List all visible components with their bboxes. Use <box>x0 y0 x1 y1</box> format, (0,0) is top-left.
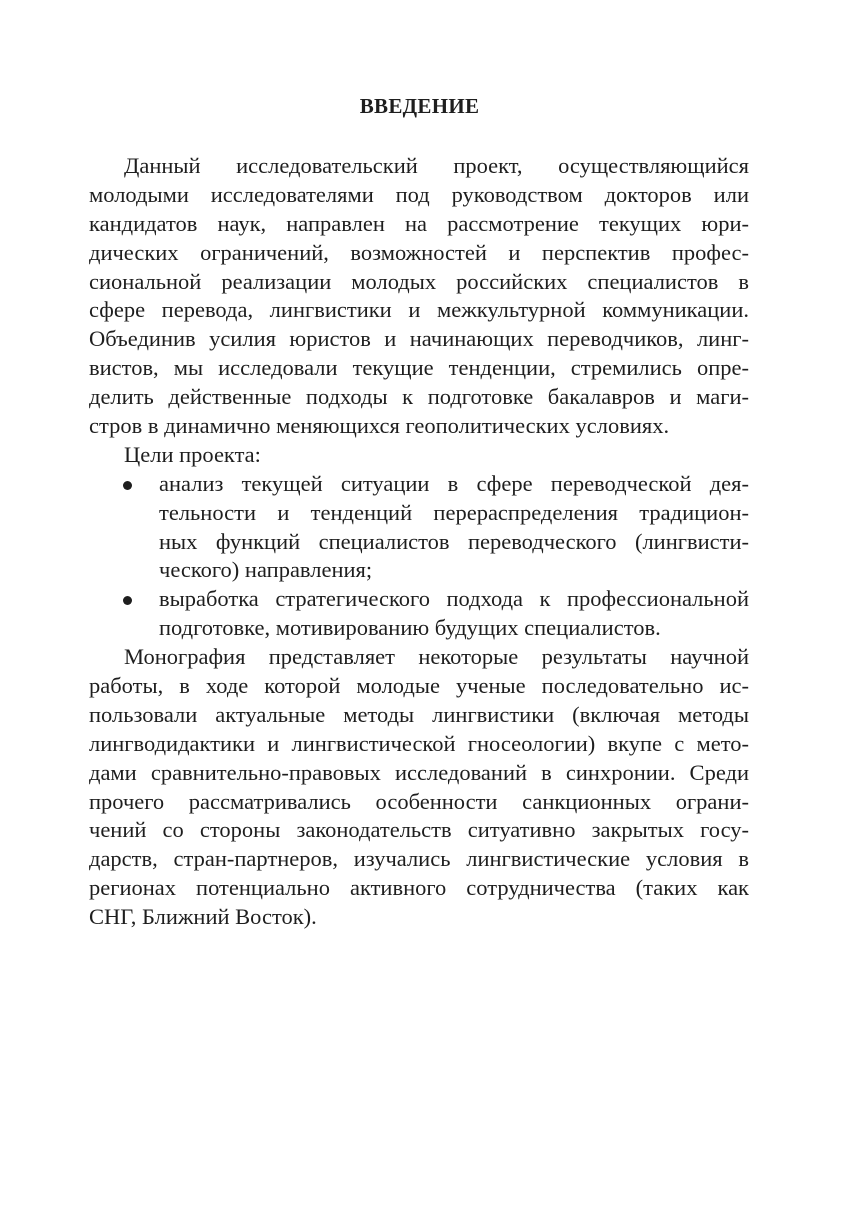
text-line: стров в динамично меняющихся геополитических условиях. <box>89 413 670 439</box>
text-line: тельности и тенденций перераспределения традицион- <box>159 499 749 525</box>
text-line: Данный исследовательский проект, осуществляющийся <box>124 153 749 178</box>
text-line: СНГ, Ближний Восток). <box>89 904 317 930</box>
text-line: ных функций специалистов переводческого (лингвисти- <box>159 528 749 554</box>
text-line: дических ограничений, возможностей и перспектив профес- <box>89 239 749 265</box>
text-line: пользовали актуальные методы лингвистики (включая методы <box>89 701 749 727</box>
bullet-icon <box>123 481 132 490</box>
page-title: ВВЕДЕНИЕ <box>359 94 480 118</box>
text-line: дами сравнительно-правовых исследований в синхронии. Среди <box>89 759 749 785</box>
text-line: лингводидактики и лингвистической гносеологии) вкупе с мето- <box>89 730 749 756</box>
text-line: сфере перевода, лингвистики и межкультурной коммуникации. <box>89 297 749 323</box>
text-line: вистов, мы исследовали текущие тенденции, стремились опре- <box>89 355 749 381</box>
list-item <box>89 470 749 586</box>
intro-paragraph <box>89 152 749 932</box>
list-item <box>89 585 749 643</box>
text-line: кандидатов наук, направлен на рассмотрение текущих юри- <box>89 210 749 236</box>
text-line: работы, в ходе которой молодые ученые последовательно ис- <box>89 673 749 699</box>
text-line: чений со стороны законодательств ситуативно закрытых госу- <box>89 817 749 843</box>
text-line: дарств, стран-партнеров, изучались лингвистические условия в <box>89 846 749 872</box>
text-line: выработка стратегического подхода к профессиональной <box>159 586 749 612</box>
text-line: подготовке, мотивированию будущих специалистов. <box>159 615 661 641</box>
text-line: Объединив усилия юристов и начинающих переводчиков, линг- <box>89 326 749 352</box>
text-line: делить действенные подходы к подготовке бакалавров и маги- <box>89 384 749 410</box>
text-line: сиональной реализации молодых российских специалистов в <box>89 268 749 294</box>
text-line: молодыми исследователями под руководством докторов или <box>89 181 749 207</box>
text-line: прочего рассматривались особенности санкционных ограни- <box>89 788 749 814</box>
goals-intro: Цели проекта: <box>124 441 261 467</box>
text-line: анализ текущей ситуации в сфере переводческой дея- <box>159 470 749 496</box>
bullet-icon <box>123 596 132 605</box>
text-line: регионах потенциально активного сотрудничества (таких как <box>89 875 749 901</box>
text-line: ческого) направления; <box>159 557 373 583</box>
text-line: Монография представляет некоторые результаты научной <box>124 644 749 670</box>
